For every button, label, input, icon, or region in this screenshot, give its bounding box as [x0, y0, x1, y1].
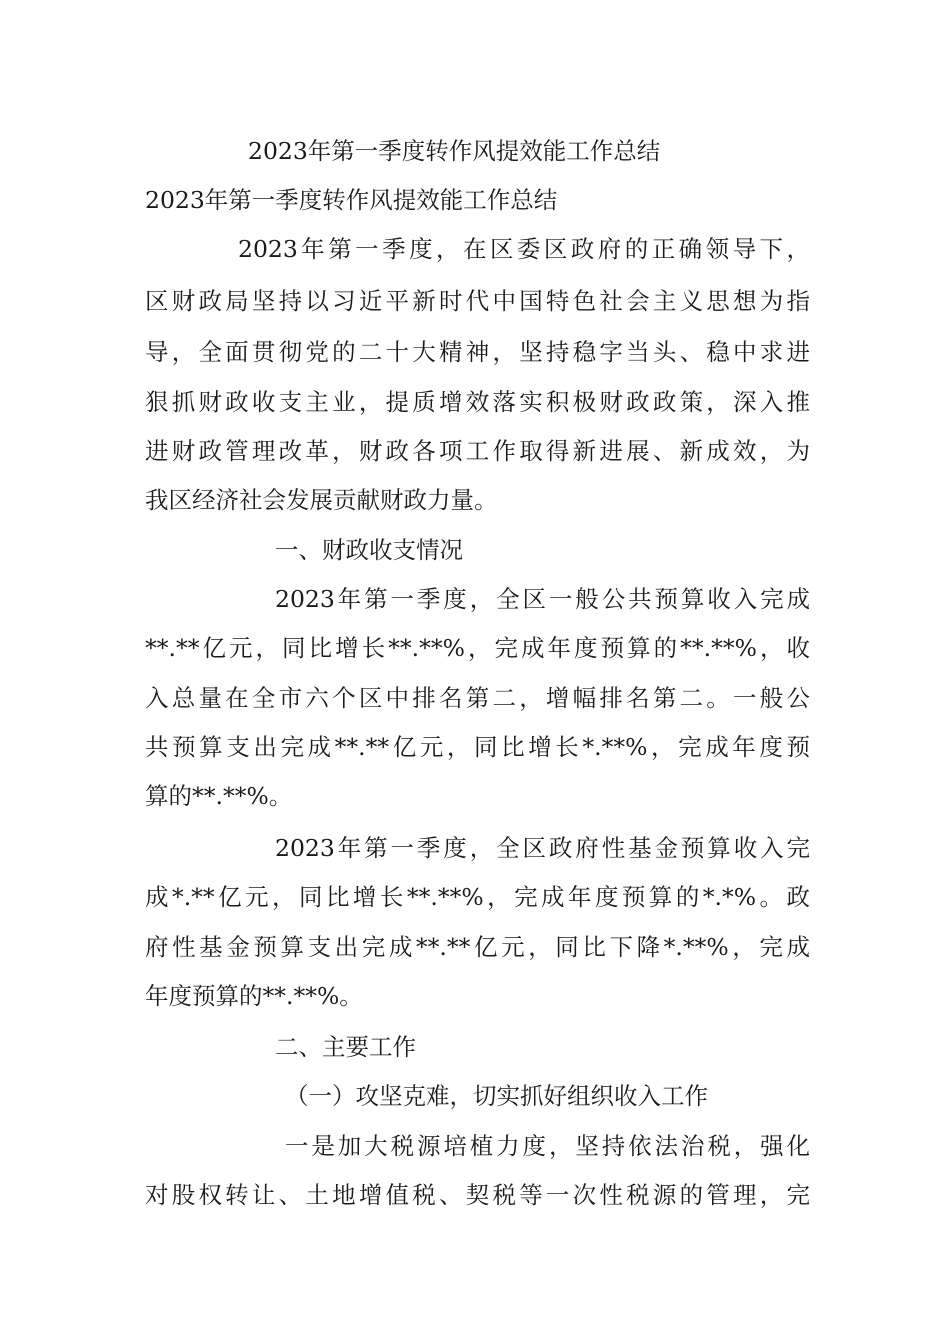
paragraph-line: 算的**.**%。	[145, 782, 293, 810]
subsection-heading: （一）攻坚克难，切实抓好组织收入工作	[285, 1082, 708, 1110]
paragraph-line: 区财政局坚持以习近平新时代中国特色社会主义思想为指	[145, 287, 810, 315]
paragraph-line: **.**亿元，同比增长**.**%，完成年度预算的**.**%，收	[145, 634, 810, 662]
paragraph-line: 成*.**亿元，同比增长**.**%，完成年度预算的*.*%。政	[145, 883, 810, 911]
paragraph-line: 府性基金预算支出完成**.**亿元，同比下降*.**%，完成	[145, 933, 810, 961]
paragraph-line: 对股权转让、土地增值税、契税等一次性税源的管理，完	[145, 1181, 810, 1209]
paragraph-line: 2023年第一季度，全区一般公共预算收入完成	[275, 585, 810, 613]
paragraph-line: 年度预算的**.**%。	[145, 982, 363, 1010]
paragraph-line: 入总量在全市六个区中排名第二，增幅排名第二。一般公	[145, 684, 810, 712]
section-heading: 一、财政收支情况	[275, 536, 463, 564]
paragraph-line: 我区经济社会发展贡献财政力量。	[145, 486, 498, 514]
section-heading: 二、主要工作	[275, 1033, 416, 1061]
paragraph-line: 2023年第一季度，全区政府性基金预算收入完	[275, 834, 810, 862]
paragraph-line: 狠抓财政收支主业，提质增效落实积极财政政策，深入推	[145, 388, 810, 416]
paragraph-line: 一是加大税源培植力度，坚持依法治税，强化	[285, 1132, 810, 1160]
paragraph-line: 导，全面贯彻党的二十大精神，坚持稳字当头、稳中求进	[145, 338, 810, 366]
paragraph-line: 2023年第一季度，在区委区政府的正确领导下，	[238, 235, 810, 263]
paragraph-line: 共预算支出完成**.**亿元，同比增长*.**%，完成年度预	[145, 733, 810, 761]
document-subtitle: 2023年第一季度转作风提效能工作总结	[145, 186, 558, 214]
document-title: 2023年第一季度转作风提效能工作总结	[248, 137, 661, 165]
paragraph-line: 进财政管理改革，财政各项工作取得新进展、新成效，为	[145, 437, 810, 465]
